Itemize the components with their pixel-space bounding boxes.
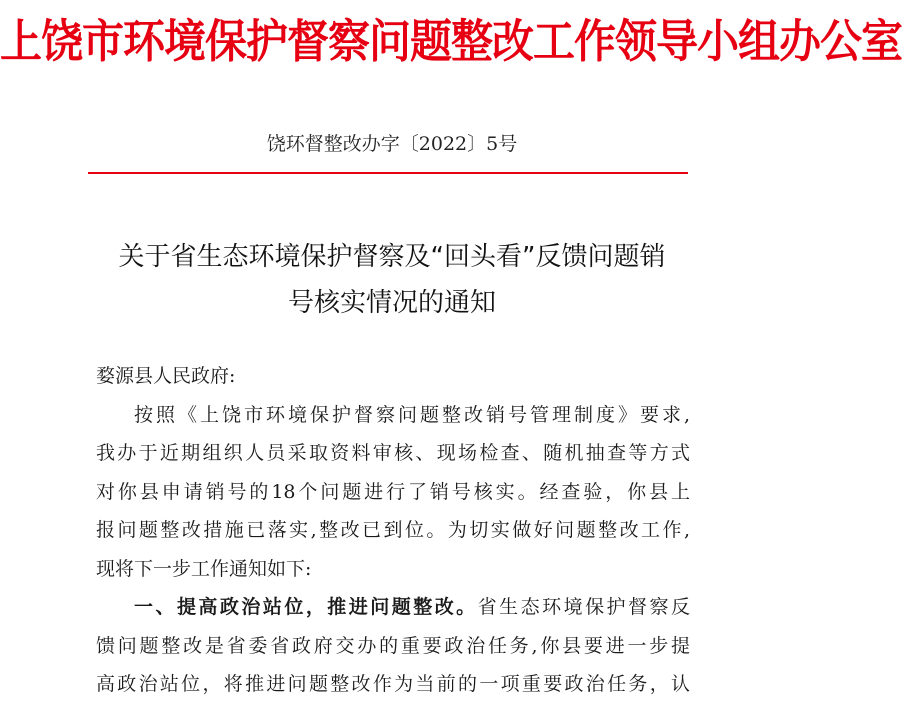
section-1-line-2: 馈问题整改是省委省政府交办的重要政治任务,你县要进一步提 — [96, 634, 690, 657]
paragraph-1-line-1: 按照《上饶市环境保护督察问题整改销号管理制度》要求, — [134, 403, 690, 426]
paragraph-1-line-2: 我办于近期组织人员采取资料审核、现场检查、随机抽查等方式 — [96, 442, 690, 464]
paragraph-1-line-5: 现将下一步工作通知如下: — [96, 557, 312, 580]
paragraph-1-line-4: 报问题整改措施已落实,整改已到位。为切实做好问题整改工作, — [96, 519, 690, 541]
issuing-office-header: 上饶市环境保护督察问题整改工作领导小组办公室 — [0, 14, 902, 68]
document-body — [96, 357, 690, 704]
salutation: 婺源县人民政府: — [96, 365, 236, 387]
section-1-heading: 一、提高政治站位，推进问题整改。 — [134, 596, 478, 618]
document-number: 饶环督整改办字〔2022〕5号 — [266, 133, 518, 155]
section-1-line-3: 高政治站位，将推进问题整改作为当前的一项重要政治任务，认 — [96, 673, 690, 695]
section-1-text-start: 省生态环境保护督察反 — [477, 596, 690, 618]
title-line-2: 号核实情况的通知 — [287, 288, 496, 318]
document-title — [80, 234, 704, 326]
red-separator-line — [88, 172, 688, 174]
paragraph-1-line-3: 对你县申请销号的18个问题进行了销号核实。经查验，你县上 — [96, 480, 690, 503]
title-line-1: 关于省生态环境保护督察及“回头看”反馈问题销 — [118, 242, 666, 272]
section-1-line-1 — [96, 588, 690, 627]
